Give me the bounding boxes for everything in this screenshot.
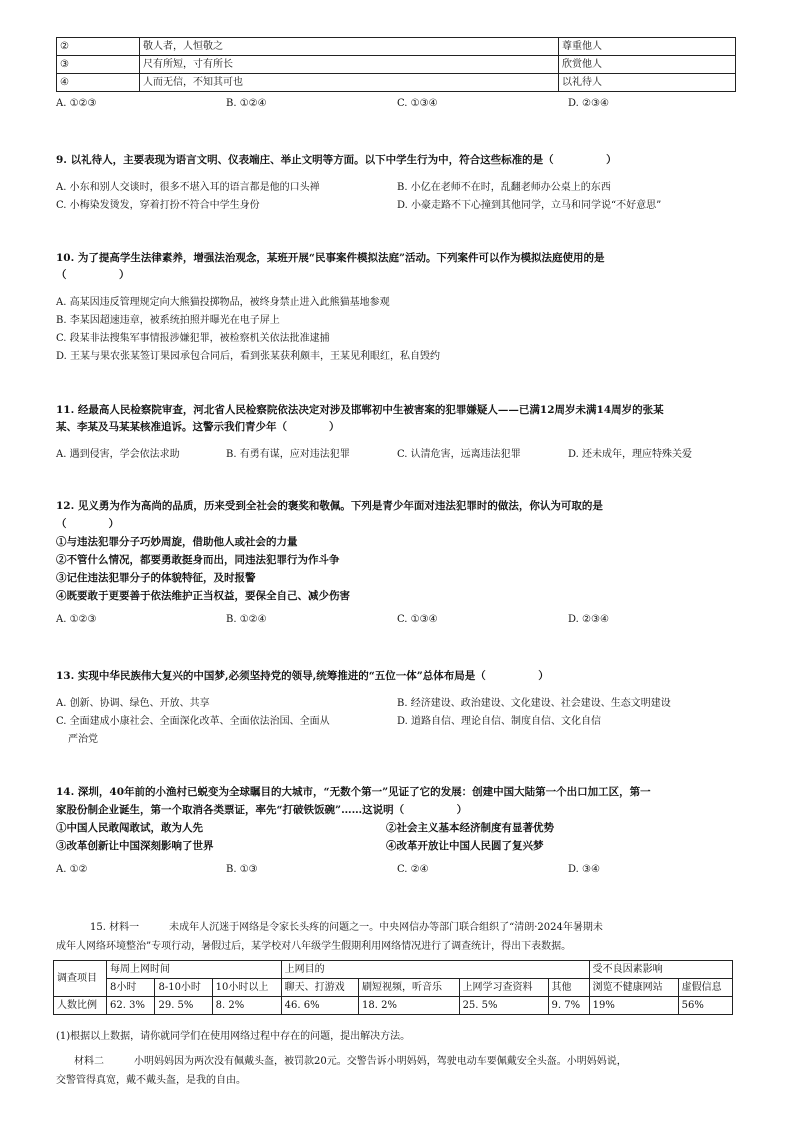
row-meaning: 欣赏他人 xyxy=(559,56,736,74)
material-2-line-1: 材料二 小明妈妈因为两次没有佩戴头盔，被罚款20元。交警告诉小明妈妈，驾驶电动车要佩戴安全头盔。小明妈妈说， xyxy=(74,1056,627,1067)
option-d: D. ②③④ xyxy=(568,614,609,625)
sub-header: 刷短视频，听音乐 xyxy=(359,979,460,997)
question-12-blank: （ ） xyxy=(56,518,119,530)
statement-1: ①与违法犯罪分子巧妙周旋，借助他人或社会的力量 xyxy=(56,536,298,548)
cell-value: 62. 3% xyxy=(107,997,155,1015)
cell-value: 19% xyxy=(589,997,678,1015)
sub-header: 聊天、打游戏 xyxy=(281,979,358,997)
cell-value: 46. 6% xyxy=(281,997,358,1015)
statement-3: ③记住违法犯罪分子的体貌特征，及时报警 xyxy=(56,572,256,584)
option-b: B. ①②④ xyxy=(226,614,267,625)
row-quote: 尺有所短，寸有所长 xyxy=(140,56,559,74)
option-b: B. 有勇有谋，应对违法犯罪 xyxy=(226,449,350,460)
option-a: A. 高某因违反管理规定向大熊猫投掷物品，被终身禁止进入此熊猫基地参观 xyxy=(56,297,390,308)
option-c: C. ①③④ xyxy=(397,98,438,109)
option-d: D. 还未成年，理应特殊关爱 xyxy=(568,449,693,460)
row-quote: 人而无信，不知其可也 xyxy=(140,74,559,92)
question-12-stem: 12. 见义勇为作为高尚的品质，历来受到全社会的褒奖和敬佩。下列是青少年面对违法犯罪时的做法，你认为可取的是 xyxy=(56,500,603,512)
option-d: D. 道路自信、理论自信、制度自信、文化自信 xyxy=(397,716,602,727)
option-b: B. ①③ xyxy=(226,864,258,875)
table-row xyxy=(54,979,733,997)
row-quote: 敬人者，人恒敬之 xyxy=(140,38,559,56)
cell-value: 18. 2% xyxy=(359,997,460,1015)
question-9-stem: 9. 以礼待人，主要表现为语言文明、仪表端庄、举止文明等方面。以下中学生行为中，符合这些标准的是（ ） xyxy=(56,154,617,166)
header-time: 每周上网时间 xyxy=(107,961,282,979)
option-b: B. ①②④ xyxy=(226,98,267,109)
option-a: A. ①②③ xyxy=(56,98,97,109)
material-2-line-2: 交警管得真宽，戴不戴头盔，是我的自由。 xyxy=(56,1075,246,1086)
statement-2: ②不管什么情况，都要勇敢挺身而出，同违法犯罪行为作斗争 xyxy=(56,554,340,566)
option-a: A. 遇到侵害，学会依法求助 xyxy=(56,449,180,460)
sub-header: 8-10小时 xyxy=(155,979,212,997)
option-d: D. ③④ xyxy=(568,864,600,875)
option-c: C. 全面建成小康社会、全面深化改革、全面依法治国、全面从 xyxy=(56,716,330,727)
sub-header: 10小时以上 xyxy=(212,979,281,997)
top-table xyxy=(56,37,736,92)
option-c: C. 小梅染发烫发，穿着打扮不符合中学生身份 xyxy=(56,200,260,211)
question-10-stem: 10. 为了提高学生法律素养，增强法治观念，某班开展“民事案件模拟法庭”活动。下列案件可以作为模拟法庭使用的是 xyxy=(56,252,605,264)
sub-header: 虚假信息 xyxy=(678,979,732,997)
question-14-stem-cont: 家股份制企业诞生，第一个取消各类票证，率先“打破铁饭碗”……这说明（ ） xyxy=(56,804,468,816)
option-d: D. 王某与果农张某签订果园承包合同后，看到张某获利颇丰，王某见利眼红，私自毁约 xyxy=(56,351,441,362)
option-c: C. ①③④ xyxy=(397,614,438,625)
sub-header: 浏览不健康网站 xyxy=(589,979,678,997)
cell-value: 9. 7% xyxy=(548,997,589,1015)
option-c-continued: 严治党 xyxy=(68,734,98,745)
survey-table xyxy=(53,960,733,1015)
option-b: B. 小亿在老师不在时，乱翻老师办公桌上的东西 xyxy=(397,182,611,193)
header-purpose: 上网目的 xyxy=(281,961,589,979)
row-meaning: 尊重他人 xyxy=(559,38,736,56)
option-c: C. 认清危害，远离违法犯罪 xyxy=(397,449,521,460)
option-b: B. 李某因超速违章，被系统拍照并曝光在电子屏上 xyxy=(56,315,280,326)
table-row xyxy=(57,38,736,56)
sub-header: 其他 xyxy=(548,979,589,997)
question-10-blank: （ ） xyxy=(56,269,130,281)
option-a: A. 创新、协调、绿色、开放、共享 xyxy=(56,698,210,709)
cell-value: 56% xyxy=(678,997,732,1015)
row-number: ② xyxy=(57,38,140,56)
sub-header: 上网学习查资料 xyxy=(459,979,548,997)
row-label: 人数比例 xyxy=(54,997,107,1015)
option-c: C. ②④ xyxy=(397,864,429,875)
statement-1: ①中国人民敢闯敢试，敢为人先 xyxy=(56,822,203,834)
table-row xyxy=(57,74,736,92)
option-b: B. 经济建设、政治建设、文化建设、社会建设、生态文明建设 xyxy=(397,698,671,709)
row-meaning: 以礼待人 xyxy=(559,74,736,92)
statement-3: ③改革创新让中国深刻影响了世界 xyxy=(56,840,214,852)
question-14-stem: 14. 深圳，40年前的小渔村已蜕变为全球瞩目的大城市，“无数个第一”见证了它的发展：创建中国大陆第一个出口加工区，第一 xyxy=(56,786,651,798)
question-11-stem: 11. 经最高人民检察院审查，河北省人民检察院依法决定对涉及邯郸初中生被害案的犯罪嫌疑人——已满12周岁未满14周岁的张某 xyxy=(56,404,664,416)
table-row xyxy=(57,56,736,74)
question-11-stem-cont: 某、李某及马某某核准追诉。这警示我们青少年（ ） xyxy=(56,421,340,433)
option-d: D. 小豪走路不下心撞到其他同学，立马和同学说“不好意思” xyxy=(397,200,662,211)
header-bad-influence: 受不良因素影响 xyxy=(589,961,732,979)
material-1-line-2: 成年人网络环境整治”专项行动，暑假过后，某学校对八年级学生假期利用网络情况进行了调查统计，得出下表数据。 xyxy=(56,941,572,952)
cell-value: 29. 5% xyxy=(155,997,212,1015)
cell-value: 25. 5% xyxy=(459,997,548,1015)
cell-value: 8. 2% xyxy=(212,997,281,1015)
statement-4: ④既要敢于更要善于依法维护正当权益，要保全自己、减少伤害 xyxy=(56,590,350,602)
option-a: A. 小东和别人交谈时，很多不堪入耳的语言都是他的口头禅 xyxy=(56,182,320,193)
table-row xyxy=(54,961,733,979)
row-number: ④ xyxy=(57,74,140,92)
header-item: 调查项目 xyxy=(54,961,107,997)
question-15-1: (1)根据以上数据，请你就同学们在使用网络过程中存在的问题，提出解决方法。 xyxy=(56,1031,411,1042)
option-d: D. ②③④ xyxy=(568,98,609,109)
table-row xyxy=(54,997,733,1015)
question-13-stem: 13. 实现中华民族伟大复兴的中国梦,必须坚持党的领导,统筹推进的“五位一体”总体布局是（ ） xyxy=(56,670,549,682)
statement-2: ②社会主义基本经济制度有显著优势 xyxy=(386,822,554,834)
row-number: ③ xyxy=(57,56,140,74)
option-a: A. ①②③ xyxy=(56,614,97,625)
material-1-line-1: 15. 材料一 未成年人沉迷于网络是令家长头疼的问题之一。中央网信办等部门联合组织了“清朗·2024年暑期未 xyxy=(90,922,603,933)
sub-header: 8小时 xyxy=(107,979,155,997)
option-c: C. 段某非法搜集军事情报涉嫌犯罪，被检察机关依法批准逮捕 xyxy=(56,333,330,344)
option-a: A. ①② xyxy=(56,864,88,875)
statement-4: ④改革开放让中国人民圆了复兴梦 xyxy=(386,840,544,852)
